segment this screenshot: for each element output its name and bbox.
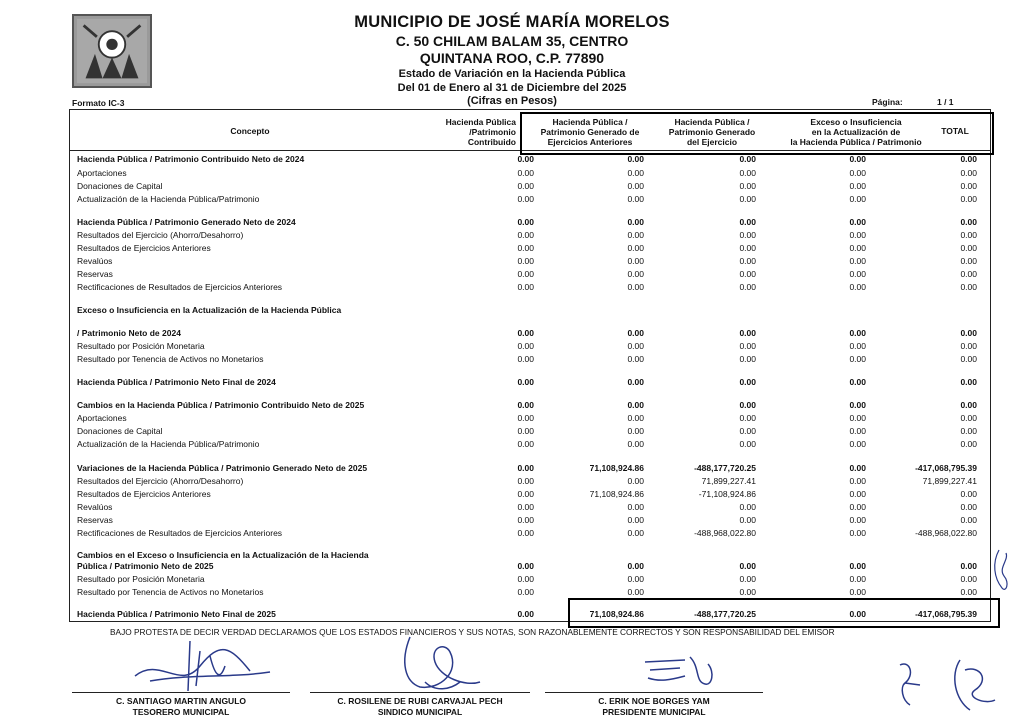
table-row: [0, 412, 1024, 424]
row-value: 0.00: [627, 181, 644, 191]
table-row: [0, 425, 1024, 437]
signature-tesorero: [130, 636, 280, 696]
row-label: Actualización de la Hacienda Pública/Patrimonio: [77, 439, 260, 449]
row-value: 0.00: [849, 515, 866, 525]
table-row: [0, 488, 1024, 500]
row-value: 71,899,227.41: [701, 476, 756, 486]
row-value: 0.00: [960, 502, 977, 512]
row-value: 0.00: [517, 400, 534, 410]
address-line: C. 50 CHILAM BALAM 35, CENTRO: [395, 33, 629, 49]
row-value: 0.00: [517, 256, 534, 266]
row-value: 0.00: [960, 154, 977, 164]
row-value: 0.00: [739, 439, 756, 449]
signature-presidente: [640, 652, 720, 688]
row-label: Aportaciones: [77, 413, 127, 423]
row-value: 0.00: [627, 328, 644, 338]
row-value: 0.00: [849, 439, 866, 449]
row-value: 0.00: [627, 194, 644, 204]
row-value: 0.00: [849, 561, 866, 571]
row-label: Revalúos: [77, 502, 113, 512]
header-highlight-box: [520, 112, 994, 155]
row-value: 0.00: [849, 377, 866, 387]
row-value: 0.00: [739, 354, 756, 364]
row-value: 0.00: [849, 154, 866, 164]
row-label: Cambios en el Exceso o Insuficiencia en la Actualización de la Hacienda: [77, 550, 369, 560]
row-value: 0.00: [960, 426, 977, 436]
row-value: 0.00: [849, 243, 866, 253]
row-value: 0.00: [849, 400, 866, 410]
row-value: 0.00: [849, 256, 866, 266]
row-label: Resultados del Ejercicio (Ahorro/Desahorro): [77, 230, 244, 240]
row-label: Exceso o Insuficiencia en la Actualización de la Hacienda Pública: [77, 305, 342, 315]
row-value: 0.00: [739, 377, 756, 387]
row-value: -71,108,924.86: [698, 489, 756, 499]
row-label: Reservas: [77, 269, 113, 279]
row-value: 0.00: [960, 574, 977, 584]
row-value: 0.00: [960, 561, 977, 571]
row-value: 0.00: [517, 489, 534, 499]
row-value: 0.00: [739, 217, 756, 227]
row-value: 0.00: [739, 561, 756, 571]
table-row: [0, 180, 1024, 192]
row-value: 0.00: [849, 168, 866, 178]
row-value: 0.00: [517, 463, 534, 473]
row-value: 0.00: [960, 341, 977, 351]
row-value: 0.00: [739, 426, 756, 436]
row-value: 0.00: [627, 354, 644, 364]
table-row: [0, 462, 1024, 474]
row-value: 0.00: [739, 502, 756, 512]
row-value: 0.00: [849, 354, 866, 364]
row-label: Hacienda Pública / Patrimonio Contribuido Neto de 2024: [77, 154, 305, 164]
row-value: 0.00: [849, 341, 866, 351]
column-total: TOTAL: [941, 126, 969, 136]
row-value: 0.00: [739, 328, 756, 338]
signature-line-3: [545, 692, 763, 693]
row-value: 0.00: [627, 476, 644, 486]
column-contribuido: Hacienda Pública /Patrimonio Contribuido: [445, 117, 516, 147]
row-value: 0.00: [517, 341, 534, 351]
row-value: 0.00: [849, 528, 866, 538]
table-row: [0, 376, 1024, 388]
table-row: [0, 514, 1024, 526]
row-label: Revalúos: [77, 256, 113, 266]
row-value: 0.00: [849, 230, 866, 240]
row-value: 0.00: [960, 354, 977, 364]
row-value: 0.00: [849, 282, 866, 292]
row-value: 0.00: [517, 328, 534, 338]
row-value: 0.00: [849, 463, 866, 473]
row-value: 0.00: [849, 328, 866, 338]
row-value: 0.00: [739, 574, 756, 584]
row-value: 0.00: [960, 400, 977, 410]
table-row: [0, 216, 1024, 228]
row-value: 0.00: [627, 574, 644, 584]
row-value: 0.00: [517, 154, 534, 164]
table-row: [0, 229, 1024, 241]
row-value: 0.00: [517, 377, 534, 387]
row-value: 0.00: [849, 587, 866, 597]
table-row: [0, 153, 1024, 165]
row-value: 0.00: [517, 354, 534, 364]
table-row: [0, 327, 1024, 339]
row-value: 0.00: [627, 269, 644, 279]
row-value: 0.00: [517, 574, 534, 584]
row-label: Aportaciones: [77, 168, 127, 178]
row-label: / Patrimonio Neto de 2024: [77, 328, 181, 338]
row-label: Resultados de Ejercicios Anteriores: [77, 243, 211, 253]
row-label: Resultado por Posición Monetaria: [77, 574, 205, 584]
row-value: 0.00: [517, 217, 534, 227]
row-value: 0.00: [627, 256, 644, 266]
row-value: 0.00: [517, 243, 534, 253]
row-label: Donaciones de Capital: [77, 426, 163, 436]
row-value: 0.00: [739, 181, 756, 191]
row-value: 0.00: [517, 609, 534, 619]
row-value: 0.00: [739, 194, 756, 204]
table-row: [0, 438, 1024, 450]
row-value: 0.00: [960, 243, 977, 253]
row-value: 0.00: [739, 269, 756, 279]
row-value: 0.00: [849, 217, 866, 227]
state-line: QUINTANA ROO, C.P. 77890: [419, 50, 605, 66]
row-value: 0.00: [739, 154, 756, 164]
row-value: 71,108,924.86: [589, 463, 644, 473]
row-value: 0.00: [517, 528, 534, 538]
column-exceso-insuficiencia: Exceso o Insuficiencia en la Actualización de la Hacienda Pública / Patrimonio: [790, 117, 922, 147]
table-row: [0, 399, 1024, 411]
row-value: 0.00: [517, 269, 534, 279]
row-value: 0.00: [517, 476, 534, 486]
table-row: [0, 167, 1024, 179]
row-value: 0.00: [960, 256, 977, 266]
row-value: 0.00: [960, 282, 977, 292]
row-label: Donaciones de Capital: [77, 181, 163, 191]
row-value: 71,899,227.41: [922, 476, 977, 486]
table-row: [0, 281, 1024, 293]
row-value: 0.00: [960, 328, 977, 338]
row-value: 0.00: [517, 168, 534, 178]
row-value: 0.00: [739, 243, 756, 253]
signature-line-2: [310, 692, 530, 693]
row-value: 0.00: [627, 243, 644, 253]
row-value: 0.00: [517, 426, 534, 436]
table-row: [0, 573, 1024, 585]
row-value: 0.00: [849, 574, 866, 584]
row-value: 0.00: [627, 528, 644, 538]
row-value: 0.00: [739, 230, 756, 240]
row-value: 0.00: [627, 168, 644, 178]
row-value: 0.00: [849, 194, 866, 204]
row-value: 0.00: [849, 181, 866, 191]
row-label: Resultados de Ejercicios Anteriores: [77, 489, 211, 499]
row-value: 0.00: [960, 194, 977, 204]
row-value: 0.00: [627, 439, 644, 449]
row-value: 0.00: [517, 561, 534, 571]
row-value: 0.00: [739, 413, 756, 423]
row-value: -417,068,795.39: [915, 463, 977, 473]
row-value: 0.00: [739, 341, 756, 351]
signature-sindico: [390, 632, 490, 694]
municipality-title: MUNICIPIO DE JOSÉ MARÍA MORELOS: [354, 13, 670, 31]
table-row: [0, 242, 1024, 254]
table-row: [0, 304, 1024, 316]
row-value: 0.00: [627, 341, 644, 351]
row-label: Resultados del Ejercicio (Ahorro/Desahorro): [77, 476, 244, 486]
row-value: 0.00: [517, 413, 534, 423]
signature-line-1: [72, 692, 290, 693]
row-label: Rectificaciones de Resultados de Ejercicios Anteriores: [77, 528, 283, 538]
row-value: 0.00: [849, 502, 866, 512]
row-label: Resultado por Tenencia de Activos no Monetarios: [77, 354, 264, 364]
initials-marks: [890, 655, 1010, 715]
row-value: -488,968,022.80: [915, 528, 977, 538]
row-value: 0.00: [739, 168, 756, 178]
row-value: 0.00: [517, 194, 534, 204]
page-number: 1 / 1: [937, 97, 954, 107]
table-row: [0, 501, 1024, 513]
row-value: 0.00: [627, 282, 644, 292]
row-value: 0.00: [849, 426, 866, 436]
page-label: Página:: [872, 97, 903, 107]
table-row: [0, 255, 1024, 267]
row-value: 0.00: [627, 230, 644, 240]
row-label: Rectificaciones de Resultados de Ejercicios Anteriores: [77, 282, 283, 292]
row-value: 0.00: [960, 489, 977, 499]
row-value: 0.00: [960, 439, 977, 449]
signer-sindico: C. ROSILENE DE RUBI CARVAJAL PECH SINDICO MUNICIPAL: [337, 696, 503, 717]
row-value: 0.00: [627, 587, 644, 597]
column-del-ejercicio: Hacienda Pública / Patrimonio Generado del Ejercicio: [668, 117, 756, 147]
row-label: Hacienda Pública / Patrimonio Neto Final de 2025: [77, 609, 276, 619]
table-row: [0, 527, 1024, 539]
table-row: [0, 560, 1024, 572]
row-value: 71,108,924.86: [589, 609, 644, 619]
row-value: 0.00: [517, 282, 534, 292]
row-value: 0.00: [627, 413, 644, 423]
row-value: 0.00: [960, 269, 977, 279]
row-value: -417,068,795.39: [915, 609, 977, 619]
row-value: 0.00: [960, 377, 977, 387]
row-value: 0.00: [627, 400, 644, 410]
row-value: 0.00: [739, 282, 756, 292]
row-value: 0.00: [739, 256, 756, 266]
row-value: 0.00: [849, 269, 866, 279]
row-value: 0.00: [960, 587, 977, 597]
margin-initial-mark: [984, 548, 1014, 598]
row-label: Resultado por Tenencia de Activos no Monetarios: [77, 587, 264, 597]
row-label: Pública / Patrimonio Neto de 2025: [77, 561, 214, 571]
row-value: -488,177,720.25: [694, 609, 756, 619]
row-value: 0.00: [960, 515, 977, 525]
row-value: 0.00: [849, 489, 866, 499]
table-row: [0, 475, 1024, 487]
row-value: 0.00: [960, 217, 977, 227]
row-value: 0.00: [517, 502, 534, 512]
row-value: 0.00: [627, 426, 644, 436]
signer-tesorero: C. SANTIAGO MARTIN ANGULO TESORERO MUNICIPAL: [115, 696, 246, 717]
row-value: 0.00: [960, 413, 977, 423]
row-label: Variaciones de la Hacienda Pública / Patrimonio Generado Neto de 2025: [77, 463, 368, 473]
row-value: 0.00: [627, 515, 644, 525]
row-label: Hacienda Pública / Patrimonio Generado Neto de 2024: [77, 217, 296, 227]
row-value: 0.00: [739, 587, 756, 597]
row-value: 0.00: [517, 181, 534, 191]
row-value: 0.00: [627, 377, 644, 387]
table-row: [0, 353, 1024, 365]
row-value: 0.00: [849, 476, 866, 486]
row-value: 0.00: [517, 439, 534, 449]
row-value: 0.00: [960, 230, 977, 240]
row-value: 0.00: [517, 515, 534, 525]
row-label: Resultado por Posición Monetaria: [77, 341, 205, 351]
row-value: 0.00: [627, 154, 644, 164]
row-value: 0.00: [849, 609, 866, 619]
row-label: Actualización de la Hacienda Pública/Patrimonio: [77, 194, 260, 204]
row-label: Cambios en la Hacienda Pública / Patrimonio Contribuido Neto de 2025: [77, 400, 365, 410]
currency-note: (Cifras en Pesos): [467, 95, 557, 107]
row-value: 0.00: [849, 413, 866, 423]
table-row: [0, 608, 1024, 620]
row-value: 0.00: [627, 502, 644, 512]
table-row: [0, 340, 1024, 352]
row-label: Reservas: [77, 515, 113, 525]
row-label: Hacienda Pública / Patrimonio Neto Final de 2024: [77, 377, 276, 387]
report-period: Del 01 de Enero al 31 de Diciembre del 2025: [397, 82, 627, 94]
row-value: 0.00: [517, 587, 534, 597]
row-value: 71,108,924.86: [589, 489, 644, 499]
row-value: 0.00: [627, 561, 644, 571]
row-value: -488,968,022.80: [694, 528, 756, 538]
declaration-text: BAJO PROTESTA DE DECIR VERDAD DECLARAMOS QUE LOS ESTADOS FINANCIEROS Y SUS NOTAS, SON RAZONABLEMENTE CORRECTOS Y SON RESPONSABILIDAD DEL EMISOR: [110, 627, 835, 637]
table-row: [0, 586, 1024, 598]
signer-presidente: C. ERIK NOE BORGES YAM PRESIDENTE MUNICIPAL: [598, 696, 710, 717]
row-value: 0.00: [627, 217, 644, 227]
table-row: [0, 268, 1024, 280]
format-code: Formato IC-3: [72, 98, 125, 108]
column-ejercicios-anteriores: Hacienda Pública / Patrimonio Generado de Ejercicios Anteriores: [540, 117, 640, 147]
table-row: [0, 193, 1024, 205]
row-value: -488,177,720.25: [694, 463, 756, 473]
row-value: 0.00: [517, 230, 534, 240]
row-value: 0.00: [739, 515, 756, 525]
report-title: Estado de Variación en la Hacienda Pública: [398, 68, 626, 80]
column-concepto: Concepto: [230, 126, 270, 136]
row-value: 0.00: [960, 181, 977, 191]
row-value: 0.00: [960, 168, 977, 178]
row-value: 0.00: [739, 400, 756, 410]
